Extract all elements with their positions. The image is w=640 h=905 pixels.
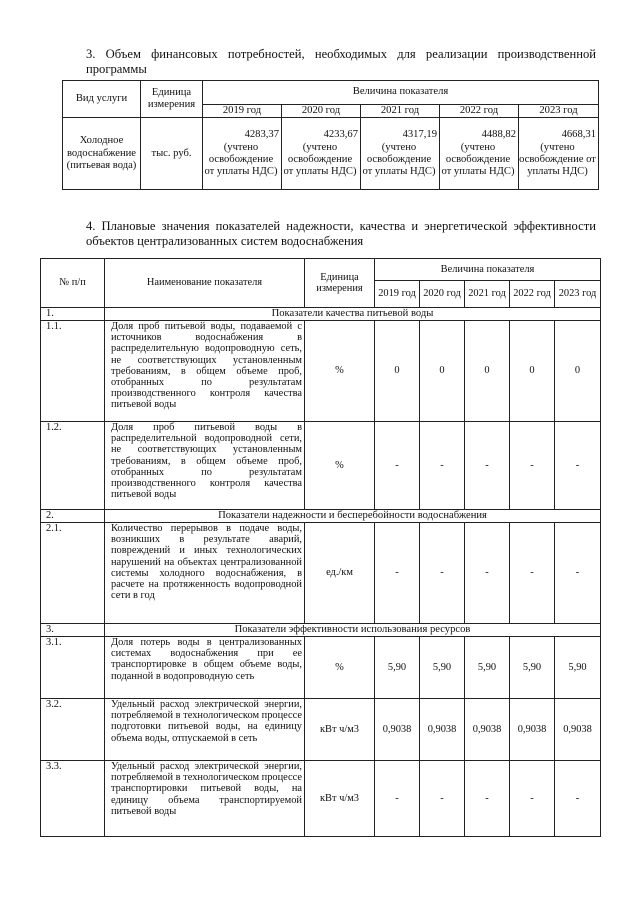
value-cell: -	[555, 523, 601, 624]
value-cell: -	[510, 761, 555, 837]
table-row	[41, 699, 601, 761]
section-number: 2.	[41, 510, 105, 523]
col-header-service: Вид услуги	[63, 81, 141, 118]
unit-cell: %	[305, 637, 375, 699]
indicator-name: Удельный расход электрической энергии, потребляемой в технологическом процессе транспортировки питьевой воды, на единицу объема транспортируемой питьевой воды	[105, 761, 305, 837]
value-cell: 0,9038	[510, 699, 555, 761]
section-row	[41, 624, 601, 637]
value: 4283,37	[244, 129, 279, 141]
section-title: Показатели качества питьевой воды	[105, 308, 601, 321]
value-cell	[361, 118, 440, 190]
table-row	[41, 321, 601, 422]
table-row	[63, 118, 599, 190]
value: 4488,82	[481, 129, 516, 141]
value: 4233,67	[323, 129, 358, 141]
value-cell: 0,9038	[465, 699, 510, 761]
value-cell: -	[465, 761, 510, 837]
value-cell: -	[555, 761, 601, 837]
value-cell: 0,9038	[375, 699, 420, 761]
value-note: (учтено освобождение от уплаты НДС)	[441, 141, 515, 177]
section-number: 1.	[41, 308, 105, 321]
value-cell: 0	[375, 321, 420, 422]
value-cell: 0	[465, 321, 510, 422]
section-3-heading-text: 3. Объем финансовых потребностей, необходимых для реализации производственной программы	[86, 47, 596, 76]
value-cell: -	[510, 422, 555, 510]
row-number: 3.2.	[41, 699, 105, 761]
col-header-unit: Единица измерения	[141, 81, 203, 118]
year-header: 2023 год	[555, 281, 601, 308]
unit-cell: кВт ч/м3	[305, 699, 375, 761]
unit-cell: %	[305, 422, 375, 510]
section-number: 3.	[41, 624, 105, 637]
financial-needs-table	[62, 80, 599, 190]
year-header: 2020 год	[420, 281, 465, 308]
year-header: 2019 год	[375, 281, 420, 308]
value-cell: -	[420, 761, 465, 837]
year-header: 2021 год	[465, 281, 510, 308]
section-4-heading	[62, 219, 596, 249]
value-note: (учтено освобождение от уплаты НДС)	[362, 141, 436, 177]
indicator-name: Доля потерь воды в централизованных системах водоснабжения при ее транспортировке в общем объеме воды, поданной в водопроводную сеть	[105, 637, 305, 699]
value-cell: 5,90	[375, 637, 420, 699]
value-note: (учтено освобождение от уплаты НДС)	[204, 141, 278, 177]
value: 4668,31	[561, 129, 596, 141]
col-header-value: Величина показателя	[203, 81, 599, 105]
value-note: (учтено освобождение от уплаты НДС)	[519, 141, 596, 177]
service-name: Холодное водоснабжение (питьевая вода)	[63, 118, 141, 190]
year-header: 2019 год	[203, 105, 282, 118]
value-cell	[203, 118, 282, 190]
row-number: 2.1.	[41, 523, 105, 624]
year-header: 2022 год	[440, 105, 519, 118]
section-3-heading	[62, 47, 596, 77]
value-cell: 0	[510, 321, 555, 422]
year-header: 2022 год	[510, 281, 555, 308]
table-row	[41, 422, 601, 510]
value-cell: 0	[555, 321, 601, 422]
section-4-heading-text: 4. Плановые значения показателей надежности, качества и энергетической эффективности объектов централизованных систем водоснабжения	[86, 219, 596, 248]
indicator-name: Доля проб питьевой воды, подаваемой с источников водоснабжения в распределительную водопроводную сеть, не соответствующих установленным требованиям, в общем объеме проб, отобранных по результатам производственного контроля качества питьевой воды	[105, 321, 305, 422]
indicator-name: Удельный расход электрической энергии, потребляемой в технологическом процессе подготовки питьевой воды, на единицу объема воды, отпускаемой в сеть	[105, 699, 305, 761]
unit-cell: ед./км	[305, 523, 375, 624]
value-cell: 0,9038	[420, 699, 465, 761]
row-number: 1.2.	[41, 422, 105, 510]
value-cell: 5,90	[420, 637, 465, 699]
value: 4317,19	[402, 129, 437, 141]
value-cell: -	[420, 523, 465, 624]
value-cell: -	[465, 523, 510, 624]
value-cell: 5,90	[465, 637, 510, 699]
value-note: (учтено освобождение от уплаты НДС)	[283, 141, 357, 177]
value-cell	[282, 118, 361, 190]
unit-cell: %	[305, 321, 375, 422]
row-number: 1.1.	[41, 321, 105, 422]
section-title: Показатели эффективности использования ресурсов	[105, 624, 601, 637]
value-cell	[519, 118, 599, 190]
section-row	[41, 510, 601, 523]
col-header-unit: Единица измерения	[305, 259, 375, 308]
value-cell: -	[555, 422, 601, 510]
table-row	[41, 523, 601, 624]
value-cell	[440, 118, 519, 190]
year-header: 2023 год	[519, 105, 599, 118]
unit-cell: тыс. руб.	[141, 118, 203, 190]
indicators-table	[40, 258, 601, 837]
col-header-num: № п/п	[41, 259, 105, 308]
indicator-name: Количество перерывов в подаче воды, возникших в результате аварий, повреждений и иных технологических нарушений на объектах централизованной системы холодного водоснабжения, в расчете на протяженность водопроводной сети в год	[105, 523, 305, 624]
section-row	[41, 308, 601, 321]
year-header: 2021 год	[361, 105, 440, 118]
row-number: 3.3.	[41, 761, 105, 837]
table-row	[41, 761, 601, 837]
value-cell: -	[375, 422, 420, 510]
value-cell: 5,90	[555, 637, 601, 699]
value-cell: -	[420, 422, 465, 510]
value-cell: -	[375, 523, 420, 624]
indicator-name: Доля проб питьевой воды в распределительной водопроводной сети, не соответствующих установленным требованиям, в общем объеме проб, отобранных по результатам производственного контроля качества питьевой воды	[105, 422, 305, 510]
value-cell: 0,9038	[555, 699, 601, 761]
unit-cell: кВт ч/м3	[305, 761, 375, 837]
row-number: 3.1.	[41, 637, 105, 699]
value-cell: -	[510, 523, 555, 624]
col-header-value: Величина показателя	[375, 259, 601, 281]
section-title: Показатели надежности и бесперебойности водоснабжения	[105, 510, 601, 523]
table-row	[41, 637, 601, 699]
value-cell: 5,90	[510, 637, 555, 699]
year-header: 2020 год	[282, 105, 361, 118]
value-cell: -	[465, 422, 510, 510]
col-header-name: Наименование показателя	[105, 259, 305, 308]
value-cell: 0	[420, 321, 465, 422]
value-cell: -	[375, 761, 420, 837]
